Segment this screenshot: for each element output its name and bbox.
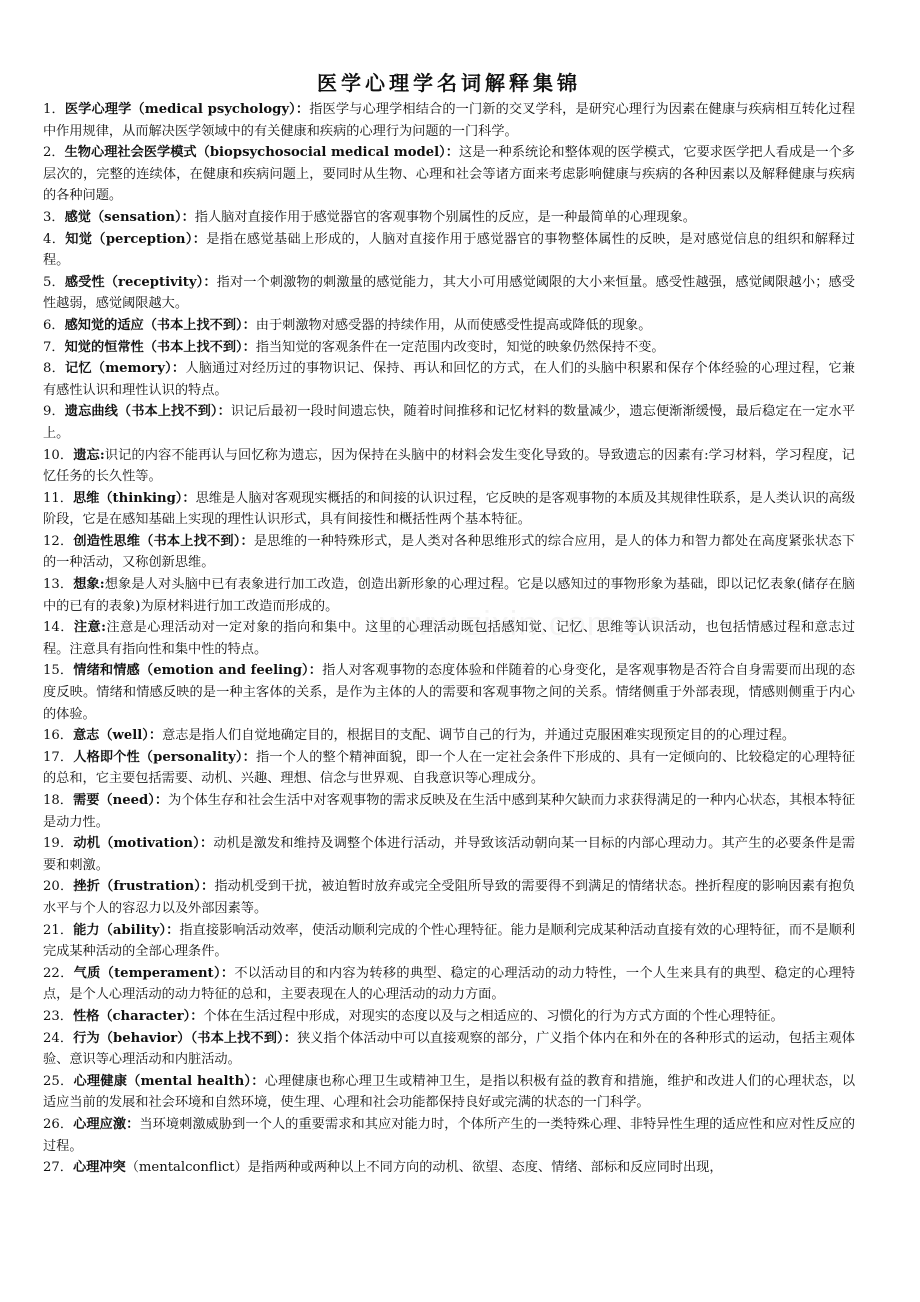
entry-number: 25． <box>43 1073 74 1089</box>
glossary-entry <box>43 574 855 617</box>
entry-number: 6． <box>43 317 65 333</box>
glossary-entry <box>43 401 855 444</box>
entry-term: 心理应激： <box>73 1116 140 1132</box>
glossary-entry <box>43 1157 855 1179</box>
glossary-entry <box>43 617 855 660</box>
entry-term: 气质（temperament）： <box>73 965 235 981</box>
entry-definition: 想象是人对头脑中已有表象进行加工改造，创造出新形象的心理过程。它是以感知过的事物形象为基础，即以记忆表象(储存在脑中的已有的表象)为原材料进行加工改造而形成的。 <box>43 577 855 614</box>
glossary-entry <box>43 833 855 876</box>
entry-term: 心理冲突 <box>72 1160 126 1176</box>
entry-definition: 指医学与心理学相结合的一门新的交叉学科，是研究心理行为因素在健康与疾病相互转化过程中作用规律，从而解决医学领域中的有关健康和疾病的心理行为问题的一门科学。 <box>43 102 856 139</box>
entry-definition: 识记后最初一段时间遗忘快，随着时间推移和记忆材料的数量减少，遗忘便渐渐缓慢，最后稳定在一定水平上。 <box>43 404 856 441</box>
glossary-entry <box>43 531 855 574</box>
entry-definition: 指当知觉的客观条件在一定范围内改变时，知觉的映象仍然保持不变。 <box>255 339 665 355</box>
glossary-entry <box>43 272 855 315</box>
entry-definition: 指直接影响活动效率，使活动顺利完成的个性心理特征。能力是顺利完成某种活动直接有效的心理特征，而不是顺利完成某种活动的全部心理条件。 <box>43 922 856 960</box>
entry-term: 感知觉的适应（书本上找不到）： <box>64 317 256 333</box>
entry-definition: 指一个人的整个精神面貌，即一个人在一定社会条件下形成的、具有一定倾向的、比较稳定的心理特征的总和，它主要包括需要、动机、兴趣、理想、信念与世界观、自我意识等心理成分。 <box>43 749 856 787</box>
entry-number: 10． <box>43 447 74 463</box>
entry-number: 9． <box>43 404 65 420</box>
glossary-entry <box>43 660 855 725</box>
entry-number: 8． <box>43 361 65 377</box>
entry-term: 情绪和情感（emotion and feeling）： <box>73 663 323 679</box>
entry-term: 意志（well）： <box>72 728 163 744</box>
entry-number: 26． <box>43 1116 74 1132</box>
entry-definition: 指对一个刺激物的刺激量的感觉能力，其大小可用感觉阈限的大小来恒量。感受性越强，感觉阈限越小；感受性越弱，感觉阈限越大。 <box>43 274 855 312</box>
entry-definition: 心理健康也称心理卫生或精神卫生，是指以积极有益的教育和措施，维护和改进人们的心理状态，以适应当前的发展和社会环境和自然环境，使生理、心理和社会功能都保持良好或完满的状态的一门科学。 <box>43 1073 856 1111</box>
entry-term: 知觉的恒常性（书本上找不到）： <box>64 339 256 355</box>
entry-number: 12． <box>43 533 74 549</box>
glossary-entry <box>43 1006 855 1028</box>
entry-number: 14． <box>43 620 74 636</box>
glossary-entry <box>43 445 855 488</box>
entry-term: 知觉（perception）： <box>65 231 207 247</box>
entry-number: 22． <box>43 965 74 981</box>
glossary-entry <box>43 207 855 229</box>
entry-term: 遗忘曲线（书本上找不到）： <box>64 404 231 420</box>
entry-definition: 这是一种系统论和整体观的医学模式，它要求医学把人看成是一个多层次的，完整的连续体，在健康和疾病问题上，要同时从生物、心理和社会等诸方面来考虑影响健康与疾病的各种因素以及解释健康与疾病的各种问题。 <box>43 145 855 204</box>
glossary-entry <box>43 963 855 1006</box>
entry-term: 人格即个性（personality）： <box>73 749 256 765</box>
document-page <box>43 70 855 1179</box>
entry-definition: 是指在感觉基础上形成的，人脑对直接作用于感觉器官的事物整体属性的反映，是对感觉信息的组织和解释过程。 <box>43 231 855 269</box>
entry-term: 性格（character）： <box>72 1008 204 1024</box>
entry-number: 7． <box>43 339 65 355</box>
entry-number: 23． <box>43 1008 73 1024</box>
entry-definition: 思维是人脑对客观现实概括的和间接的认识过程，它反映的是客观事物的本质及其规律性联系，是人类认识的高级阶段，它是在感知基础上实现的理性认识形式，具有间接性和概括性两个基本特征。 <box>43 490 856 528</box>
entry-definition: 由于刺激物对感受器的持续作用，从而使感受性提高或降低的现象。 <box>255 317 652 333</box>
glossary-list <box>43 99 855 1179</box>
entry-number: 16． <box>43 728 73 744</box>
entry-definition: （mentalconflict）是指两种或两种以上不同方向的动机、欲望、态度、情绪、部标和反应同时出现， <box>125 1160 723 1176</box>
entry-number: 5． <box>43 274 65 290</box>
entry-term: 记忆（memory）： <box>65 361 186 377</box>
glossary-entry <box>43 1114 855 1157</box>
entry-definition: 狭义指个体活动中可以直接观察的部分，广义指个体内在和外在的各种形式的运动，包括主观体验、意识等心理活动和内脏活动。 <box>43 1030 855 1068</box>
entry-number: 20． <box>43 879 74 895</box>
document-title: 医学心理学名词解释集锦 <box>317 71 581 95</box>
glossary-entry <box>43 337 855 359</box>
glossary-entry <box>43 876 855 919</box>
glossary-entry <box>43 488 855 531</box>
entry-number: 27． <box>43 1160 73 1176</box>
glossary-entry <box>43 920 855 963</box>
entry-definition: 不以活动目的和内容为转移的典型、稳定的心理活动的动力特性，一个人生来具有的典型、稳定的心理特点，是个人心理活动的动力特征的总和，主要表现在人的心理活动的动力方面。 <box>43 965 856 1003</box>
glossary-entry <box>43 725 855 747</box>
glossary-entry <box>43 358 855 401</box>
entry-definition: 识记的内容不能再认与回忆称为遗忘，因为保持在头脑中的材料会发生变化导致的。导致遗忘的因素有:学习材料，学习程度，记忆任务的长久性等。 <box>43 447 855 485</box>
glossary-entry <box>43 315 855 337</box>
entry-term: 想象: <box>73 577 105 593</box>
entry-number: 1． <box>43 102 65 117</box>
glossary-entry <box>43 142 855 207</box>
entry-term: 感觉（sensation）： <box>64 209 195 225</box>
entry-definition: 人脑通过对经历过的事物识记、保持、再认和回忆的方式，在人们的头脑中积累和保存个体经验的心理过程，它兼有感性认识和理性认识的特点。 <box>43 361 855 398</box>
entry-term: 生物心理社会医学模式（biopsychosocial medical model）： <box>64 145 459 161</box>
entry-definition: 动机是激发和维持及调整个体进行活动，并导致该活动朝向某一目标的内部心理动力。其产生的必要条件是需要和刺激。 <box>43 836 856 873</box>
entry-number: 3． <box>43 209 65 225</box>
entry-number: 19． <box>43 836 74 852</box>
entry-number: 17． <box>43 749 74 765</box>
entry-number: 18． <box>43 793 74 808</box>
entry-number: 2． <box>43 145 65 161</box>
entry-term: 挫折（frustration）： <box>73 879 215 895</box>
entry-definition: 指人脑对直接作用于感觉器官的客观事物个别属性的反应，是一种最简单的心理现象。 <box>194 209 696 225</box>
entry-definition: 注意是心理活动对一定对象的指向和集中。这里的心理活动既包括感知觉、记忆、思维等认识活动，也包括情感过程和意志过程。注意具有指向性和集中性的特点。 <box>43 620 856 657</box>
entry-term: 遗忘: <box>73 447 105 463</box>
entry-term: 注意: <box>73 620 106 636</box>
entry-number: 24． <box>43 1030 74 1046</box>
glossary-entry <box>43 99 855 142</box>
entry-definition: 是思维的一种特殊形式，是人类对各种思维形式的综合应用，是人的体力和智力都处在高度紧张状态下的一种活动，又称创新思维。 <box>43 533 856 571</box>
entry-definition: 指人对客观事物的态度体验和伴随着的心身变化，是客观事物是否符合自身需要而出现的态度反映。情绪和情感反映的是一种主客体的关系，是作为主体的人的需要和客观事物之间的关系。情绪侧重于外部表现，情感则侧重于内心的体验。 <box>43 663 856 722</box>
entry-definition: 当环境刺激威胁到一个人的重要需求和其应对能力时，个体所产生的一类特殊心理、非特异性生理的适应性和应对性反应的过程。 <box>43 1116 856 1154</box>
entry-definition: 指动机受到干扰，被迫暂时放弃或完全受阻所导致的需要得不到满足的情绪状态。挫折程度的影响因素有抱负水平与个人的容忍力以及外部因素等。 <box>43 879 856 916</box>
entry-term: 行为（behavior）（书本上找不到）： <box>73 1030 297 1046</box>
entry-term: 动机（motivation）： <box>73 836 214 852</box>
entry-term: 创造性思维（书本上找不到）： <box>73 533 254 549</box>
entry-definition: 意志是指人们自觉地确定目的，根据目的支配、调节自己的行为，并通过克服困难实现预定目的的心理过程。 <box>162 728 796 744</box>
entry-definition: 个体在生活过程中形成，对现实的态度以及与之相适应的、习惯化的行为方式方面的个性心理特征。 <box>203 1008 784 1024</box>
entry-term: 思维（thinking）： <box>72 490 196 506</box>
entry-number: 15． <box>43 663 74 679</box>
entry-number: 21． <box>43 922 74 938</box>
entry-number: 4． <box>43 231 66 247</box>
entry-number: 11． <box>43 490 73 506</box>
glossary-entry <box>43 747 855 790</box>
entry-term: 能力（ability）： <box>73 922 180 938</box>
glossary-entry <box>43 790 855 833</box>
entry-term: 心理健康（mental health）： <box>73 1073 265 1089</box>
entry-term: 医学心理学（medical psychology）： <box>64 102 310 117</box>
entry-term: 需要（need）： <box>73 793 169 808</box>
entry-definition: 为个体生存和社会生活中对客观事物的需求反映及在生活中感到某种欠缺而力求获得满足的一种内心状态，其根本特征是动力性。 <box>43 793 856 830</box>
glossary-entry <box>43 229 855 272</box>
entry-number: 13． <box>43 577 74 593</box>
entry-term: 感受性（receptivity）： <box>64 274 217 290</box>
glossary-entry <box>43 1028 855 1071</box>
glossary-entry <box>43 1071 855 1114</box>
